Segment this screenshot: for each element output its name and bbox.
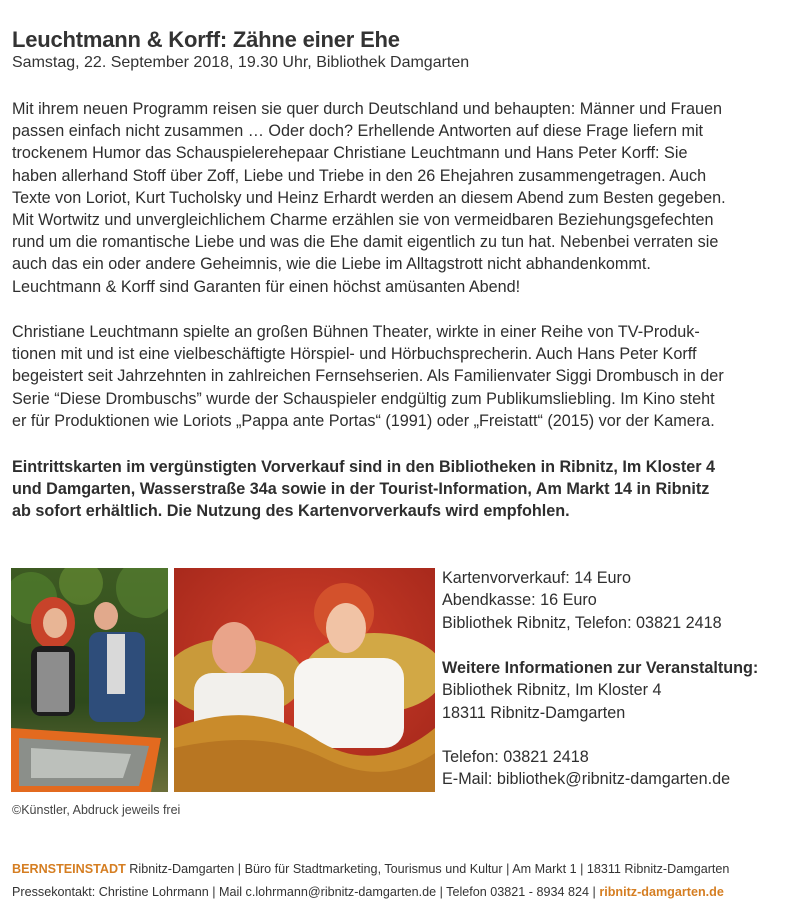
text-line: passen einfach nicht zusammen … Oder doch? Erhellende Antworten auf diese Frage liefern mit: [12, 122, 704, 141]
text-line: ab sofort erhältlich. Die Nutzung des Kartenvorverkaufs wird empfohlen.: [12, 502, 570, 521]
presale-price: Kartenvorverkauf: 14 Euro: [442, 569, 631, 587]
footer-press-contact: Pressekontakt: Christine Lohrmann | Mail c.lohrmann@ribnitz-damgarten.de | Telefon 03821 - 8934 824 |: [12, 885, 600, 899]
text-line: Mit Wortwitz und unvergleichlichem Charme erzählen sie von vermeidbaren Beziehungsgefechten: [12, 211, 714, 230]
photo-couple-bed-image: [174, 568, 435, 792]
footer-address: Ribnitz-Damgarten | Büro für Stadtmarketing, Tourismus und Kultur | Am Markt 1 | 18311 Ribnitz-Damgarten: [125, 862, 730, 876]
artists-paragraph: [12, 321, 792, 432]
more-info-heading: Weitere Informationen zur Veranstaltung:: [442, 659, 759, 677]
photo-credit: ©Künstler, Abdruck jeweils frei: [12, 803, 181, 817]
photo-couple-boat-image: [11, 568, 168, 792]
text-line: auch das ein oder andere Geheimnis, wie die Liebe im Alltagstrott nicht abhandenkommt.: [12, 255, 651, 274]
text-line: Christiane Leuchtmann spielte an großen Bühnen Theater, wirkte in einer Reihe von TV-Produk-: [12, 323, 700, 341]
text-line: Eintrittskarten im vergünstigten Vorverkauf sind in den Bibliotheken in Ribnitz, Im Kloster 4: [12, 458, 716, 476]
photo-couple-boat: [11, 568, 168, 792]
library-phone: Bibliothek Ribnitz, Telefon: 03821 2418: [442, 613, 722, 632]
contact-info: [442, 657, 758, 724]
footer-brand: BERNSTEINSTADT: [12, 862, 126, 876]
text-line: Serie “Diese Drombuschs” wurde der Schauspieler endgültig zum Publikumsliebling. Im Kino steht: [12, 389, 715, 408]
text-line: tionen mit und ist eine vielbeschäftigte Hörspiel- und Hörbuchsprecherin. Auch Hans Peter Korff: [12, 345, 697, 364]
contact-details: [442, 746, 730, 791]
text-line: er für Produktionen wie Loriots „Pappa ante Portas“ (1991) oder „Freistatt“ (2015) vor der Kamera.: [12, 411, 715, 430]
text-line: Mit ihrem neuen Programm reisen sie quer durch Deutschland und behaupten: Männer und Frauen: [12, 100, 722, 118]
footer-line-2: [12, 885, 724, 899]
address-line: Bibliothek Ribnitz, Im Kloster 4: [442, 681, 662, 700]
text-line: begeistert seit Jahrzehnten in zahlreichen Fernsehserien. Als Familienvater Siggi Drombusch in der: [12, 367, 724, 386]
text-line: trockenem Humor das Schauspielerehepaar Christiane Leuchtmann und Hans Peter Korff: Sie: [12, 144, 688, 163]
text-line: haben allerhand Stoff über Zoff, Liebe und Triebe in den 26 Ehejahren zusammengetragen. Auch: [12, 166, 707, 185]
text-line: Texte von Loriot, Kurt Tucholsky und Heinz Erhardt werden an diesem Abend zum Besten gegeben.: [12, 188, 726, 207]
ticket-info: [442, 567, 722, 634]
contact-email[interactable]: E-Mail: bibliothek@ribnitz-damgarten.de: [442, 770, 731, 789]
tickets-paragraph: [12, 456, 792, 523]
page-title: Leuchtmann & Korff: Zähne einer Ehe: [12, 27, 400, 52]
contact-phone: Telefon: 03821 2418: [442, 748, 589, 766]
box-office-price: Abendkasse: 16 Euro: [442, 591, 597, 610]
event-date-location: Samstag, 22. September 2018, 19.30 Uhr, Bibliothek Damgarten: [12, 54, 470, 71]
text-line: und Damgarten, Wasserstraße 34a sowie in der Tourist-Information, Am Markt 14 in Ribnitz: [12, 480, 710, 499]
address-line: 18311 Ribnitz-Damgarten: [442, 703, 626, 722]
photo-couple-bed: [174, 568, 435, 792]
footer-website-link[interactable]: ribnitz-damgarten.de: [599, 885, 724, 899]
description-paragraph: [12, 98, 792, 298]
text-line: rund um die romantische Liebe und was die Ehe damit eigentlich zu tun hat. Nebenbei verraten sie: [12, 233, 719, 252]
text-line: Leuchtmann & Korff sind Garanten für einen höchst amüsanten Abend!: [12, 277, 521, 296]
footer-line-1: [12, 862, 729, 876]
